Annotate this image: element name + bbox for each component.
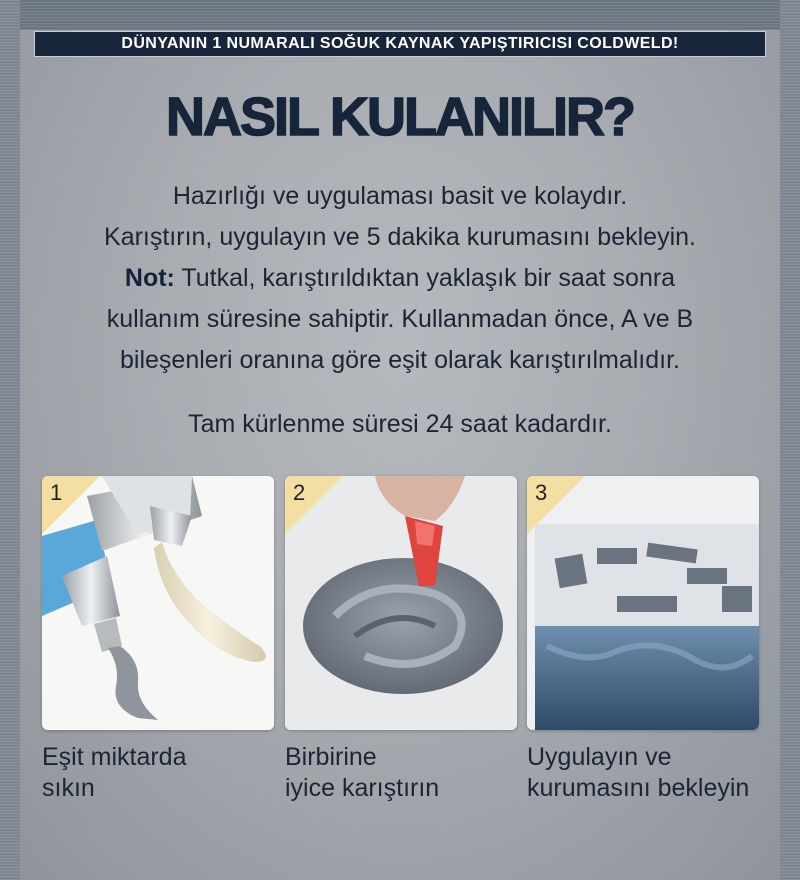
step-number-badge: 3	[535, 480, 548, 505]
top-band	[0, 0, 800, 30]
top-banner	[34, 31, 766, 57]
step-caption-line-2: kurumasını bekleyin	[527, 774, 750, 802]
step-caption	[42, 742, 274, 804]
intro-line-3	[28, 258, 772, 299]
intro-line-1: Hazırlığı ve uygulaması basit ve kolaydır.	[172, 182, 628, 210]
note-label: Not:	[124, 264, 175, 292]
step-number-badge: 2	[293, 480, 306, 505]
step-caption-line-2: sıkın	[42, 774, 95, 802]
step-caption-line-1: Uygulayın ve	[527, 743, 672, 771]
step-number-badge: 1	[50, 480, 63, 505]
cure-time-text: Tam kürlenme süresi 24 saat kadardır.	[188, 410, 612, 438]
two-tubes-squeezing-image	[42, 476, 274, 730]
intro-line-3-text: Tutkal, karıştırıldıktan yaklaşık bir saat sonra	[174, 264, 676, 292]
intro-line-5: bileşenleri oranına göre eşit olarak karıştırılmalıdır.	[120, 346, 680, 374]
step-caption-line-2: iyice karıştırın	[285, 774, 440, 802]
page-title: NASIL KULANILIR?	[166, 87, 634, 147]
step-caption	[527, 742, 759, 804]
step-2	[285, 476, 517, 804]
banner-text: DÜNYANIN 1 NUMARALI SOĞUK KAYNAK YAPIŞTIRICISI COLDWELD!	[121, 35, 679, 52]
step-caption-line-1: Birbirine	[285, 743, 377, 771]
mixing-putty-image	[285, 476, 517, 730]
left-side-stripe	[0, 0, 20, 880]
step-1	[42, 476, 274, 804]
step-caption	[285, 742, 517, 804]
intro-line-2: Karıştırın, uygulayın ve 5 dakika kurumasını bekleyin.	[104, 223, 696, 251]
step-3	[527, 476, 759, 804]
right-side-stripe	[780, 0, 800, 880]
step-caption-line-1: Eşit miktarda	[42, 743, 187, 771]
instructions-text	[28, 176, 772, 381]
applied-surface-image	[527, 476, 759, 730]
intro-line-4: kullanım süresine sahiptir. Kullanmadan önce, A ve B	[106, 305, 694, 333]
